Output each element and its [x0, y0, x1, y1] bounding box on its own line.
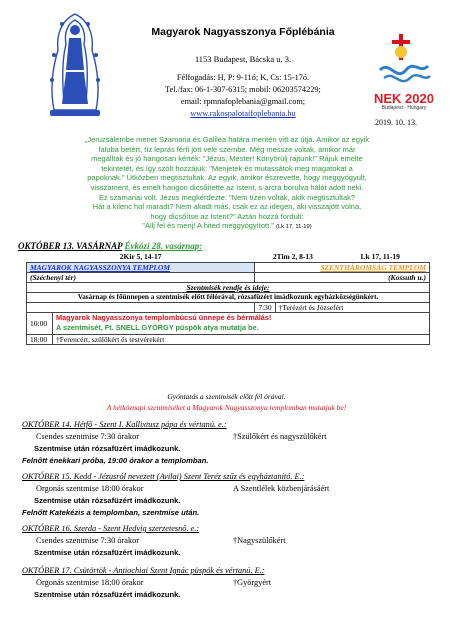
rosary-line: Szentmise után rózsafüzért imádkozunk. [34, 590, 181, 599]
mass-intention: †Nagyszülőkért [233, 536, 286, 545]
gospel-line: papoknak." Útközben megtisztultak. Az egyik, amikor észrevette, hogy meggyógyult, [87, 173, 367, 183]
mass-line [36, 536, 286, 545]
parish-logo [42, 10, 108, 122]
mass-description: Orgonás szentmise 18:00 órakor [36, 484, 144, 493]
gospel-line: Ez szamariai volt. Jézus megkérdezte: "Nem tízen voltak, akik megtisztultak? [98, 192, 356, 202]
gospel-line: tekintetét, és így szólt hozzájuk: "Menjetek és mutassátok meg magatokat a [101, 163, 353, 173]
church-2-name: SZENTHÁROMSÁG TEMPLOM [255, 262, 430, 272]
gospel-reading: Lk 17, 11-19 [360, 252, 400, 262]
mass-description: Csendes szentmise 7:30 órakor [36, 432, 139, 441]
day-heading: OKTÓBER 15. Kedd - Jézusról nevezett (Avilai) Szent Teréz szűz és egyháztanító. E.: [22, 472, 305, 481]
feast-announcement: Magyarok Nagyasszonya templombúcsú ünnepe és bérmálás! [56, 313, 272, 322]
church-2-location: (Kossuth u.) [255, 272, 430, 282]
mass-description: Csendes szentmise 7:30 órakor [36, 536, 139, 545]
rosary-line: Szentmise után rózsafüzért imádkozunk. [34, 444, 181, 453]
reading-1: 2Kir 5, 14-17 [119, 252, 162, 262]
weekday-note: A hétköznapi szentmiséket a Magyarok Nagyasszonya templomban mutatjuk be! [106, 403, 347, 412]
day-heading: OKTÓBER 16. Szerda - Szent Hedvig szerzetesnő. e.: [22, 524, 200, 533]
gospel-line: „Jeruzsálembe menet Szamaria és Galilea határa mentén vitt az útja. Amikor az egyik [84, 135, 370, 144]
confession-note: Gyóntatás a szentmisék előtt fél órával. [167, 392, 286, 401]
gospel-line: Hát a kilenc hol maradt? Nem akadt más, csak ez az idegen, aki visszajött volna, [92, 202, 362, 212]
sunday-subheading: Évközi 28. vasárnap: [124, 241, 203, 251]
website-link[interactable]: www.rakospalotaifoplebania.hu [190, 109, 296, 118]
church-1-name: MAGYAROK NAGYASSZONYA TEMPLOM [27, 262, 255, 272]
sunday-schedule-table [26, 252, 430, 345]
gospel-line: hogy dicsőítse az Istent?" Aztán hozzá fordult: [150, 211, 304, 221]
rosary-line: Szentmise után rózsafüzért imádkozunk. [34, 548, 181, 557]
nek-logo-text: NEK 2020 [374, 91, 434, 106]
sunday-date: OKTÓBER 13. VASÁRNAP [18, 241, 123, 251]
mass-line [36, 484, 330, 493]
church-1-location: (Széchenyi tér) [27, 272, 255, 282]
mass-intention: †Szülőkért és nagyszülőkért [233, 432, 327, 441]
phone-info: Tel./fax: 06-1-307-6315; mobil: 06203574229; [165, 85, 321, 94]
gospel-line: "Állj fel és menj! A hited meggyógyított." [142, 221, 274, 231]
gospel-line: megálltak és jó hangosan kérték: "Jézus, Mester! Könyörülj rajtunk!" Rájuk emelte [91, 154, 363, 164]
rosary-line: Szentmise után rózsafüzért imádkozunk. [34, 496, 181, 505]
mass-time: 18:00 [27, 334, 53, 344]
bulletin-date: 2019. 10. 13. [375, 118, 417, 127]
mass-time: 7:30 [255, 302, 275, 312]
mass-intention: †Terézért és Józsefért [275, 302, 429, 312]
parish-address: 1153 Budapest, Bácska u. 3. [194, 54, 292, 64]
day-heading: OKTÓBER 14. Hétfő - Szent I. Kallixtusz pápa és vértanú. e.: [22, 420, 227, 429]
mass-line [36, 578, 272, 587]
gospel-line: visszament, és emelt hangon dicsőítette az Istent, s arcra borulva hálát adott neki. [90, 182, 364, 192]
nek-logo [366, 30, 440, 90]
office-hours: Félfogadás: H, P: 9-11ó; K, Cs: 15-17ó. [176, 73, 310, 82]
gospel-quote [14, 135, 440, 233]
extra-line: Felnőtt Katekézis a templomban, szentmise után. [22, 508, 200, 517]
mass-time: 10:00 [27, 312, 53, 334]
day-heading: OKTÓBER 17. Csütörtök - Antiochiai Szent Ignác püspök és vértanú. E.: [22, 566, 265, 575]
gospel-line: faluba betért, tíz leprás férfi jött vele szembe. Még messze voltak, amikor már [98, 144, 356, 154]
nek-logo-subtext: Budapest · Hungary [381, 105, 427, 111]
rosary-note: Vasárnap és főünnepen a szentmisék előtt félórával, rózsafüzért imádkozunk egyházközségünkért. [27, 292, 430, 302]
mass-order-title: Szentmisék rendje és ideje: [27, 282, 430, 292]
mass-description: Orgonás szentmise 18:00 órakor [36, 578, 144, 587]
mass-line [36, 432, 327, 441]
reading-2: 2Tim 2, 8-13 [272, 252, 313, 262]
parish-title: Magyarok Nagyasszonya Főplébánia [151, 26, 335, 38]
sunday-heading [18, 241, 202, 251]
mass-intention: †Györgyért [233, 578, 272, 587]
mass-intention: A Szentlélek közbenjárásáért [233, 484, 330, 493]
gospel-reference: (Lk 17, 11-19) [276, 224, 312, 231]
extra-line: Felnőtt énekkari próba, 19:00 órakor a templomban. [22, 456, 209, 465]
mass-intention: †Ferencért, szülőkért és testvérekért [53, 334, 430, 344]
bishop-announcement: A szentmisét, Ft. SNELL GYÖRGY püspök atya mutatja be. [56, 323, 259, 332]
email-info: email: rpmnafoplebania@gmail.com; [180, 97, 306, 106]
